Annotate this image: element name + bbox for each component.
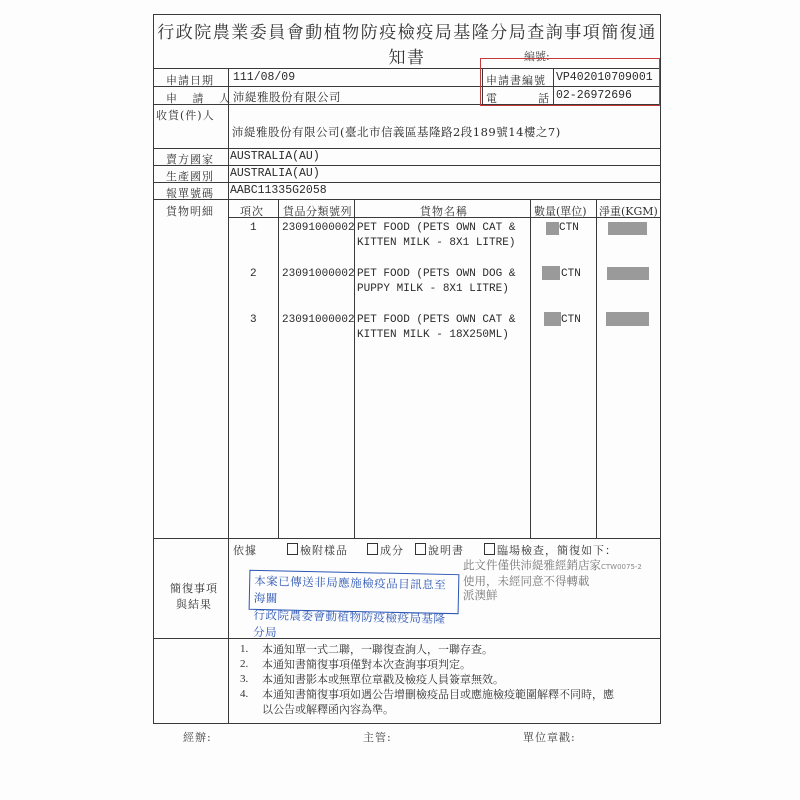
- stamp-line2: 行政院農委會動植物防疫檢疫局基隆分局: [252, 607, 446, 640]
- checkbox-icon[interactable]: [287, 543, 298, 555]
- phone-label-b: 話: [538, 92, 550, 105]
- row2-name-line2: PUPPY MILK - 8X1 LITRE): [357, 283, 509, 295]
- notes-list: [240, 642, 614, 717]
- checkbox-samples[interactable]: 檢附樣品: [287, 542, 348, 558]
- row1-weight-redacted: [608, 222, 647, 235]
- rule: [354, 199, 355, 538]
- checkbox-icon[interactable]: [484, 543, 495, 555]
- col-quantity: 數量(單位): [534, 205, 587, 218]
- declaration-number-label: 報單號碼: [166, 187, 214, 200]
- form-number: VP402010709001: [556, 71, 653, 84]
- rule: [228, 68, 229, 724]
- application-date-label: 申請日期: [166, 74, 214, 87]
- row3-item: 3: [250, 314, 257, 326]
- reply-label-line1: 簡復事項: [170, 582, 218, 595]
- watermark-line2: 使用，未經同意不得轉載: [463, 574, 590, 588]
- consignee: 沛緹雅股份有限公司(臺北市信義區基隆路2段189號14樓之7): [232, 125, 561, 139]
- row3-unit: CTN: [561, 314, 581, 326]
- watermark-notice: [463, 558, 642, 602]
- handler-signature-label: 經辦:: [183, 731, 212, 744]
- rule: [153, 182, 661, 183]
- serial-number-label: 編號:: [524, 50, 550, 63]
- reply-label-line2: 與結果: [176, 598, 212, 611]
- rule: [153, 538, 661, 539]
- note-item: 1. 本通知單一式二聯，一聯復查詢人，一聯存查。: [240, 643, 493, 656]
- row3-name-line1: PET FOOD (PETS OWN CAT &: [357, 314, 516, 326]
- document-title: 行政院農業委員會動植物防疫檢疫局基隆分局查詢事項簡復通知書: [157, 23, 657, 68]
- application-date: 111/08/09: [233, 71, 296, 84]
- checkbox-onsite-inspection[interactable]: 臨場檢查，簡復如下：: [484, 542, 617, 558]
- row2-unit: CTN: [561, 268, 581, 280]
- row2-hs-code: 23091000002: [282, 268, 355, 280]
- rule: [530, 199, 531, 538]
- origin-label: 生產國別: [166, 170, 214, 183]
- rule: [596, 199, 597, 538]
- note-item: 3. 本通知書影本或無單位章戳及檢疫人員簽章無效。: [240, 673, 504, 686]
- rule: [153, 165, 661, 166]
- row3-quantity-redacted: [544, 312, 561, 326]
- seller-country: AUSTRALIA(AU): [230, 150, 320, 163]
- col-goods-name: 貨物名稱: [420, 205, 468, 218]
- supervisor-signature-label: 主管:: [363, 731, 392, 744]
- form-number-label: 申請書編號: [486, 74, 546, 87]
- official-stamp: [249, 570, 460, 640]
- row3-hs-code: 23091000002: [282, 314, 355, 326]
- row3-name-line2: KITTEN MILK - 18X250ML): [357, 329, 509, 341]
- row2-weight-redacted: [607, 267, 649, 280]
- seller-country-label: 賣方國家: [166, 153, 214, 166]
- origin: AUSTRALIA(AU): [230, 167, 320, 180]
- col-item: 項次: [240, 205, 264, 218]
- col-net-weight: 淨重(KGM): [599, 205, 658, 218]
- consignee-label: 收貨(件)人: [156, 109, 215, 122]
- watermark-line1: 此文件僅供沛緹雅經銷店家: [463, 558, 601, 572]
- goods-label: 貨物明細: [166, 205, 214, 218]
- row1-name-line1: PET FOOD (PETS OWN CAT &: [357, 222, 516, 234]
- watermark-line3: 派澳鮮: [463, 588, 498, 602]
- applicant: 沛緹雅股份有限公司: [233, 90, 341, 104]
- note-item: 4. 本通知書簡復事項如遇公告增刪檢疫品目或應施檢疫範圍解釋不同時，應: [240, 688, 614, 701]
- note-item: 2. 本通知書簡復事項僅對本次查詢事項判定。: [240, 658, 471, 671]
- unit-seal-label: 單位章戳:: [523, 731, 576, 744]
- basis-label: 依據: [233, 544, 257, 557]
- checkbox-icon[interactable]: [367, 543, 378, 555]
- phone-label-a: 電: [486, 92, 498, 105]
- row2-name-line1: PET FOOD (PETS OWN DOG &: [357, 268, 516, 280]
- row1-quantity-redacted: [546, 222, 559, 235]
- col-hs-code: 貨品分類號列: [283, 205, 352, 218]
- row2-quantity-redacted: [542, 266, 560, 280]
- stamp-line1: 本案已傳送非局應施檢疫品目訊息至海關: [253, 573, 447, 606]
- row3-weight-redacted: [606, 312, 649, 326]
- checkbox-manual[interactable]: 說明書: [415, 542, 464, 558]
- note-item: 以公告或解釋函內容為準。: [262, 703, 394, 716]
- applicant-label: 申 請 人: [166, 92, 236, 105]
- row1-unit: CTN: [559, 222, 579, 234]
- rule: [278, 199, 279, 538]
- checkbox-ingredients[interactable]: 成分: [367, 542, 404, 558]
- row1-hs-code: 23091000002: [282, 222, 355, 234]
- row1-item: 1: [250, 222, 257, 234]
- rule: [153, 199, 661, 200]
- checkbox-icon[interactable]: [415, 543, 426, 555]
- phone: 02-26972696: [556, 89, 632, 102]
- declaration-number: AABC11335G2058: [230, 184, 327, 197]
- rule: [153, 148, 661, 149]
- row1-name-line2: KITTEN MILK - 8X1 LITRE): [357, 237, 516, 249]
- row2-item: 2: [250, 268, 257, 280]
- watermark-code: CTW0075-2: [601, 563, 642, 571]
